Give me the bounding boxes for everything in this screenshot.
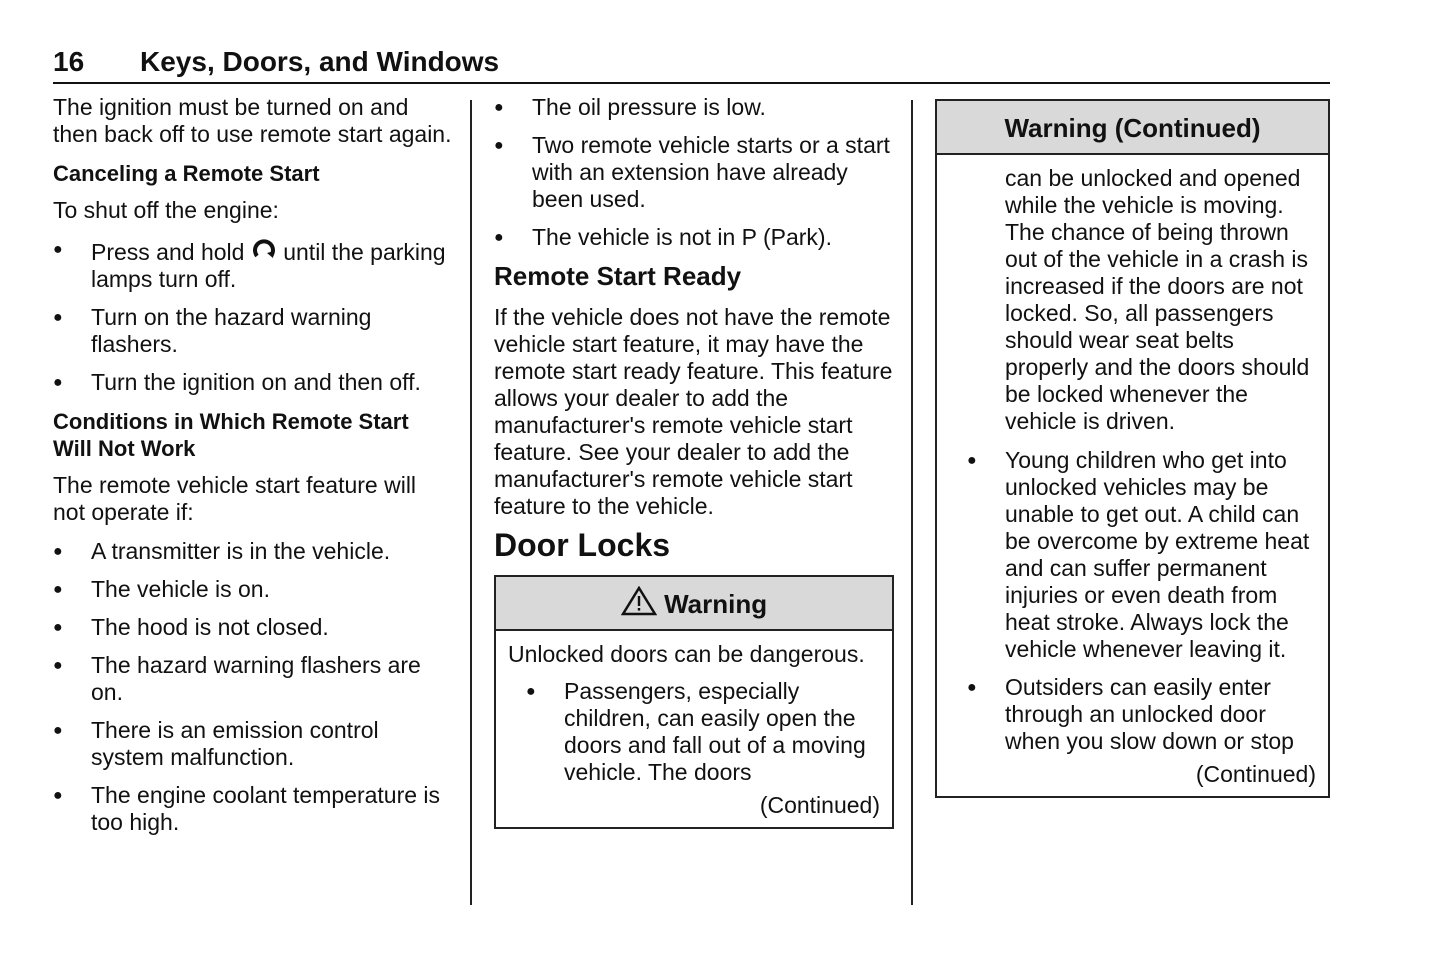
door-locks-heading: Door Locks [494, 527, 671, 563]
remote-start-icon [251, 236, 277, 266]
list-item: ● Two remote vehicle starts or a start with an extension have already been used. [494, 132, 894, 213]
ready-text: If the vehicle does not have the remote vehicle start feature, it may have the remote start ready feature. This feature allows your dealer to add the manufacturer's remote vehicle start feature. See your dealer to add the manufacturer's remote vehicle start feature to the vehicle. [494, 304, 893, 519]
conditions-lead: The remote vehicle start feature will not operate if: [53, 472, 417, 525]
cancel-list [53, 236, 453, 396]
list-item: ● Passengers, especially children, can easily open the doors and fall out of a moving vehicle. The doors [526, 678, 880, 786]
list-item: ● Outsiders can easily enter through an unlocked door when you slow down or stop [967, 674, 1316, 755]
cancel-heading: Canceling a Remote Start [53, 161, 320, 186]
cancel-lead: To shut off the engine: [53, 197, 279, 223]
ready-heading: Remote Start Ready [494, 261, 742, 291]
list-item: ● Press and hold until the parking lamps turn off. [53, 236, 453, 293]
warning-intro: Unlocked doors can be dangerous. [508, 641, 865, 667]
conditions-list-cont [494, 94, 894, 251]
column-2 [494, 94, 894, 829]
warning-header: Warning [496, 577, 892, 631]
page-title: Keys, Doors, and Windows [140, 46, 500, 77]
warning-triangle-icon [621, 589, 664, 619]
list-item: ● Turn the ignition on and then off. [53, 369, 453, 396]
intro-text: The ignition must be turned on and then back off to use remote start again. [53, 94, 452, 147]
continued-label: (Continued) [759, 792, 880, 818]
list-item: ● Young children who get into unlocked vehicles may be unable to get out. A child can be overcome by extreme heat and can suffer permanent injuries or even death from heat stroke. Always lock the vehicle whenever leaving it. [967, 447, 1316, 663]
page-header [53, 46, 1330, 84]
continued-label: (Continued) [1195, 761, 1316, 787]
list-item: ● The hood is not closed. [53, 614, 453, 641]
warning-continued-header: Warning (Continued) [937, 101, 1328, 155]
list-item: ● The hazard warning flashers are on. [53, 652, 453, 706]
conditions-list [53, 538, 453, 836]
column-divider [470, 100, 472, 905]
list-item: ● The vehicle is on. [53, 576, 453, 603]
page-number: 16 [53, 46, 85, 77]
column-divider [911, 100, 913, 905]
warning-box [494, 575, 894, 829]
column-3 [935, 99, 1330, 798]
list-item: ● The engine coolant temperature is too high. [53, 782, 453, 836]
list-item: ● The vehicle is not in P (Park). [494, 224, 894, 251]
list-item: ● Turn on the hazard warning flashers. [53, 304, 453, 358]
list-item: ● A transmitter is in the vehicle. [53, 538, 453, 565]
list-item: ● The oil pressure is low. [494, 94, 894, 121]
warning-cont-text: can be unlocked and opened while the vehicle is moving. The chance of being thrown out of the vehicle in a crash is increased if the doors are not locked. So, all passengers should wear seat belts properly and the doors should be locked whenever the vehicle is driven. [1005, 165, 1310, 434]
column-1 [53, 94, 453, 848]
conditions-heading: Conditions in Which Remote Start Will Not Work [53, 409, 409, 461]
warning-continued-box [935, 99, 1330, 798]
list-item: ● There is an emission control system malfunction. [53, 717, 453, 771]
